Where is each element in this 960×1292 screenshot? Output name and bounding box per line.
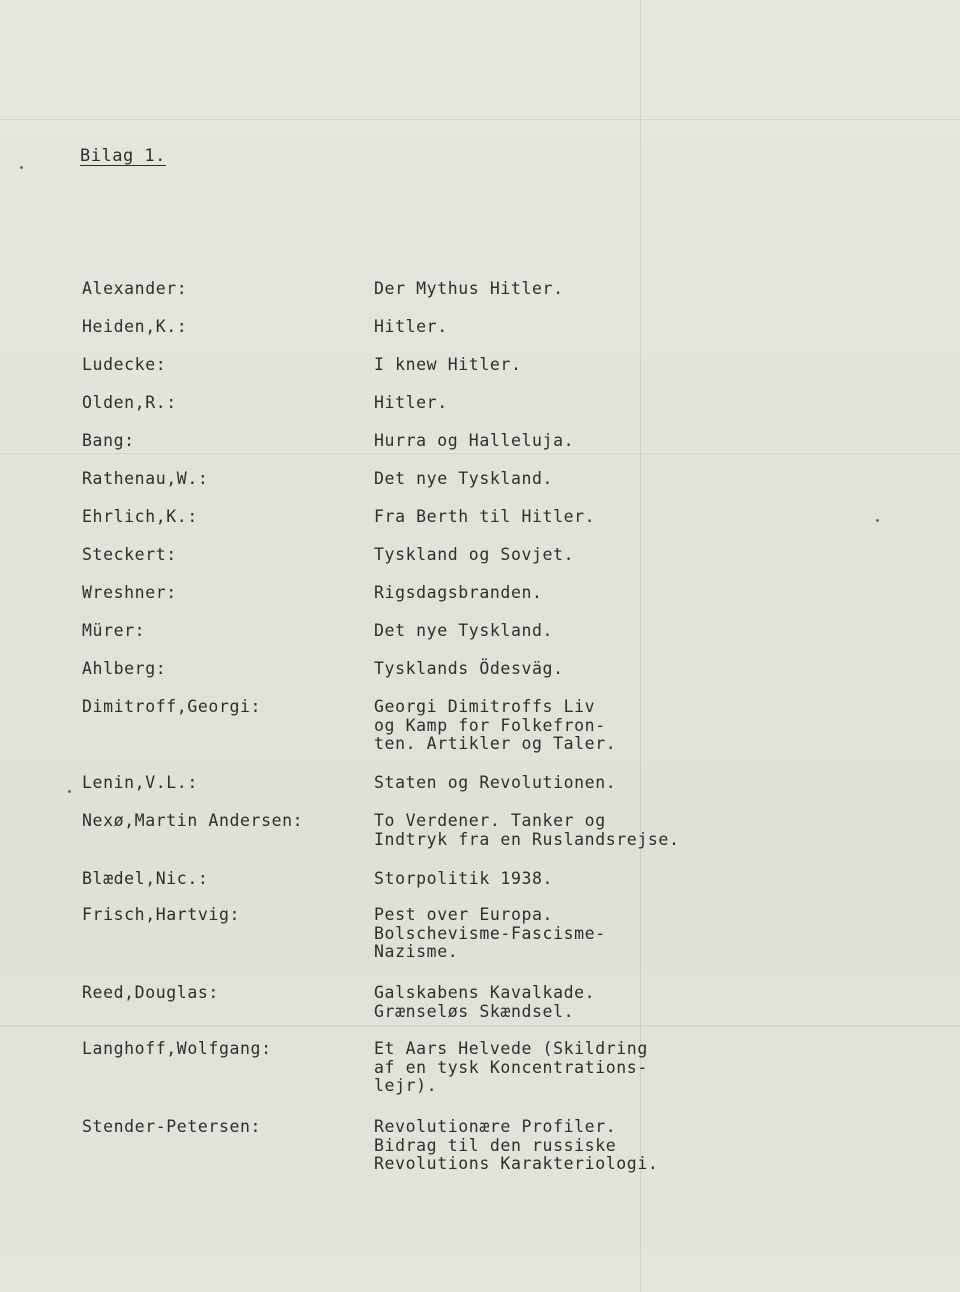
entry-author: Wreshner: bbox=[82, 583, 177, 602]
paper-speck bbox=[68, 790, 71, 793]
entry-author: Rathenau,W.: bbox=[82, 469, 209, 488]
entry-title-line: Det nye Tyskland. bbox=[374, 621, 554, 640]
entry-title bbox=[374, 432, 574, 451]
entry-title-line: Det nye Tyskland. bbox=[374, 469, 554, 488]
entry-title-line: Grænseløs Skændsel. bbox=[374, 1001, 575, 1021]
document-heading: Bilag 1. bbox=[80, 146, 166, 166]
entry-title-line: Indtryk fra en Ruslandsrejse. bbox=[374, 829, 680, 849]
paper-fold bbox=[0, 1024, 960, 1026]
entry-author: Olden,R.: bbox=[82, 393, 177, 412]
paper-fold bbox=[0, 452, 960, 454]
entry-title bbox=[374, 318, 448, 337]
entry-title bbox=[374, 984, 595, 1021]
entry-author: Ehrlich,K.: bbox=[82, 507, 198, 526]
entry-title-line: Tysklands Ödesväg. bbox=[374, 659, 564, 678]
entry-title bbox=[374, 356, 521, 375]
entry-title-line: Revolutionære Profiler. bbox=[374, 1117, 617, 1136]
entry-author: Nexø,Martin Andersen: bbox=[82, 811, 304, 830]
entry-author: Bang: bbox=[82, 431, 135, 450]
entry-title-line: Hurra og Halleluja. bbox=[374, 431, 575, 450]
entry-title-line: Tyskland og Sovjet. bbox=[374, 545, 575, 564]
entry-title bbox=[374, 470, 553, 489]
entry-title-line: Bolschevisme-Fascisme- bbox=[374, 923, 606, 943]
entry-author: Dimitroff,Georgi: bbox=[82, 697, 262, 716]
paper-speck bbox=[876, 519, 879, 522]
entry-title-line: Der Mythus Hitler. bbox=[374, 279, 564, 298]
entry-author: Heiden,K.: bbox=[82, 317, 188, 336]
entry-title bbox=[374, 774, 616, 793]
entry-title-line: Et Aars Helvede (Skildring bbox=[374, 1039, 648, 1058]
entry-title bbox=[374, 906, 606, 962]
entry-title-line: Pest over Europa. bbox=[374, 905, 554, 924]
entry-title-line: af en tysk Koncentrations- bbox=[374, 1057, 648, 1077]
entry-title bbox=[374, 660, 564, 679]
entry-title bbox=[374, 1118, 658, 1174]
entry-title-line: Georgi Dimitroffs Liv bbox=[374, 697, 596, 716]
entry-title-line: Storpolitik 1938. bbox=[374, 869, 554, 888]
entry-title bbox=[374, 508, 595, 527]
entry-title bbox=[374, 870, 553, 889]
entry-author: Lenin,V.L.: bbox=[82, 773, 198, 792]
entry-title-line: Hitler. bbox=[374, 393, 448, 412]
entry-title bbox=[374, 698, 616, 754]
entry-title bbox=[374, 622, 553, 641]
entry-title bbox=[374, 584, 543, 603]
entry-author: Ludecke: bbox=[82, 355, 167, 374]
entry-title bbox=[374, 812, 679, 849]
entry-author: Stender-Petersen: bbox=[82, 1117, 262, 1136]
entry-title bbox=[374, 280, 564, 299]
entry-title-line: Staten og Revolutionen. bbox=[374, 773, 617, 792]
paper-fold bbox=[0, 118, 960, 120]
entry-title-line: og Kamp for Folkefron- bbox=[374, 715, 606, 735]
entry-title bbox=[374, 394, 448, 413]
entry-title-line: I knew Hitler. bbox=[374, 355, 522, 374]
entry-title-line: Hitler. bbox=[374, 317, 448, 336]
entry-author: Steckert: bbox=[82, 545, 177, 564]
entry-title-line: Revolutions Karakteriologi. bbox=[374, 1154, 659, 1173]
entry-title-line: Rigsdagsbranden. bbox=[374, 583, 543, 602]
entry-title bbox=[374, 1040, 648, 1096]
entry-author: Blædel,Nic.: bbox=[82, 869, 209, 888]
paper-speck bbox=[20, 166, 23, 169]
entry-author: Ahlberg: bbox=[82, 659, 167, 678]
entry-author: Mürer: bbox=[82, 621, 146, 640]
entry-title-line: Nazisme. bbox=[374, 942, 459, 961]
entry-title-line: Bidrag til den russiske bbox=[374, 1135, 617, 1155]
entry-title-line: ten. Artikler og Taler. bbox=[374, 734, 617, 753]
entry-title-line: To Verdener. Tanker og bbox=[374, 811, 606, 830]
entry-title-line: Fra Berth til Hitler. bbox=[374, 507, 596, 526]
entry-title-line: Galskabens Kavalkade. bbox=[374, 983, 596, 1002]
paper-crease bbox=[640, 0, 641, 1292]
entry-author: Alexander: bbox=[82, 279, 188, 298]
entry-author: Reed,Douglas: bbox=[82, 983, 219, 1002]
entry-title-line: lejr). bbox=[374, 1076, 438, 1095]
entry-author: Langhoff,Wolfgang: bbox=[82, 1039, 272, 1058]
entry-author: Frisch,Hartvig: bbox=[82, 905, 241, 924]
entry-title bbox=[374, 546, 574, 565]
